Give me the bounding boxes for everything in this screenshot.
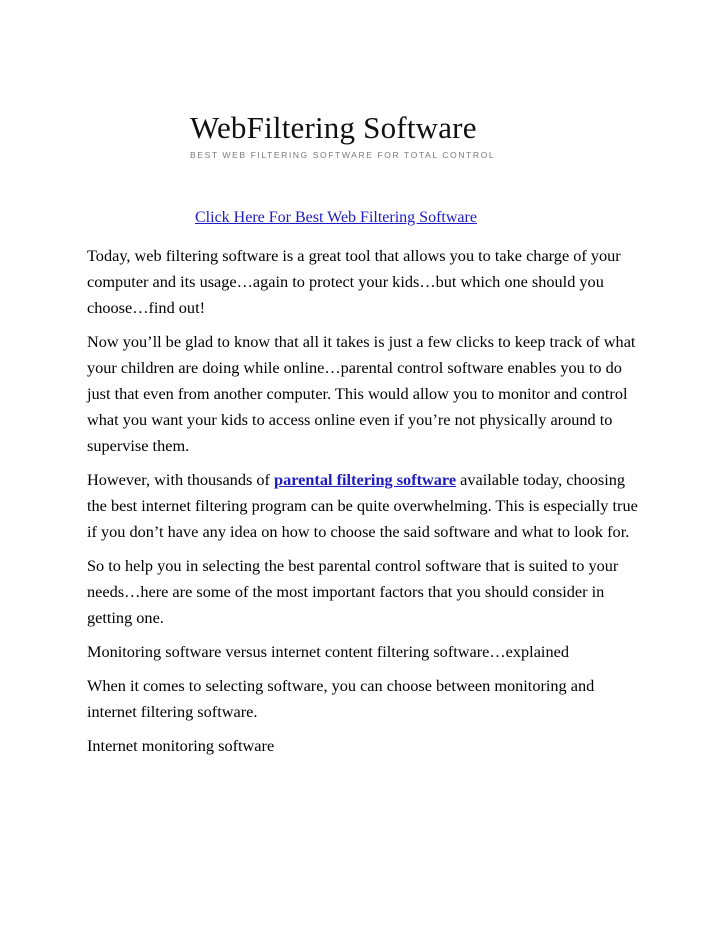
factors-paragraph: So to help you in selecting the best parental control software that is suited to your needs…here are some of the most important factors that you should consider in getting one. (87, 556, 619, 627)
logo-tagline: BEST WEB FILTERING SOFTWARE FOR TOTAL CONTROL (190, 150, 496, 160)
intro-paragraph: Today, web filtering software is a great tool that allows you to take charge of your computer and its usage…again to protect your kids…but which one should you choose…find out! (87, 246, 621, 317)
best-software-link[interactable]: Click Here For Best Web Filtering Software (195, 209, 477, 226)
choosing-text-end: available today, choosing the best internet filtering program can be quite overwhelming. This is especially true if you don’t have any idea on how to choose the said software and what to look for. (87, 470, 638, 541)
choosing-text-start: However, with thousands of (87, 470, 275, 489)
section-heading-monitoring-vs-filtering: Monitoring software versus internet content filtering software…explained (87, 642, 569, 661)
section-heading-internet-monitoring: Internet monitoring software (87, 736, 275, 755)
article-body (87, 243, 647, 767)
selection-paragraph: When it comes to selecting software, you can choose between monitoring and internet filtering software. (87, 676, 595, 721)
parental-filtering-software-link[interactable]: parental filtering software (274, 470, 457, 489)
choosing-paragraph (87, 467, 647, 545)
parental-control-paragraph: Now you’ll be glad to know that all it takes is just a few clicks to keep track of what your children are doing while online…parental control software enables you to do just that even from another computer. This would allow you to monitor and control what you want your kids to access online even if you’re not physically around to supervise them. (87, 332, 636, 455)
logo-title: WebFiltering Software (190, 110, 477, 145)
site-logo (190, 110, 530, 161)
